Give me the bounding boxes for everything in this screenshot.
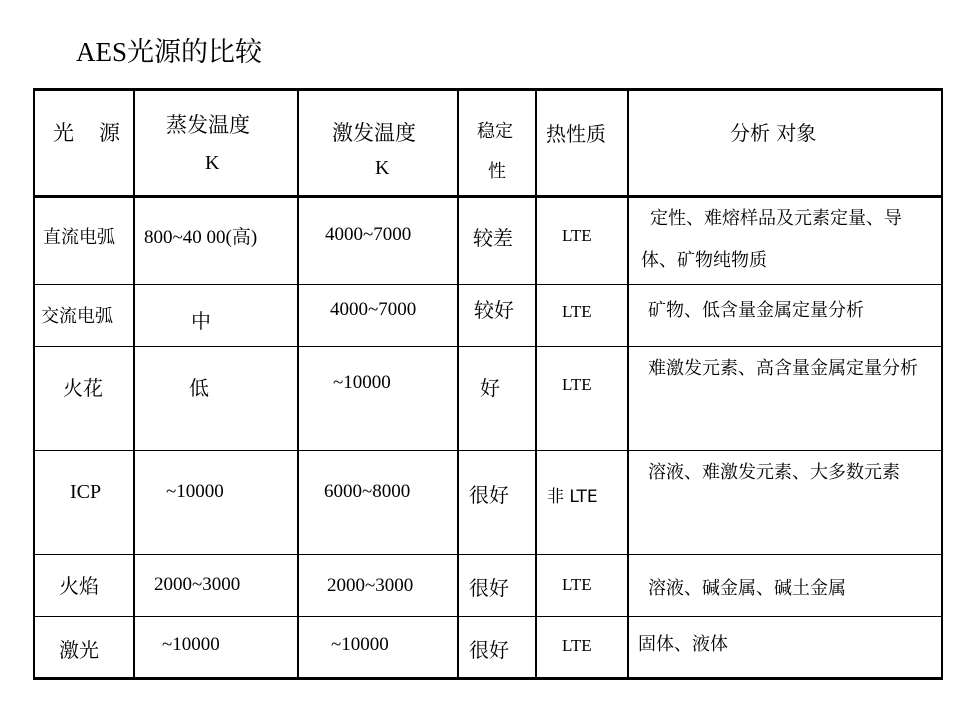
row-source: 交流电弧 [41,306,113,327]
col-divider [941,89,943,679]
row-source: 火焰 [59,574,99,598]
col-divider [33,89,35,679]
row-thermal: LTE [562,636,592,655]
row-analysis: 溶液、碱金属、碱土金属 [648,578,846,599]
row-divider [33,450,943,451]
row-source: 直流电弧 [43,227,115,248]
header-thermal: 热性质 [546,122,606,146]
col-divider [535,89,537,679]
row-analysis: 溶液、难激发元素、大多数元素 [648,462,900,483]
row-stability: 很好 [469,638,509,662]
col-divider [627,89,629,679]
row-thermal: LTE [562,575,592,594]
row-analysis: 定性、难熔样品及元素定量、导体、矿物纯物质 [641,208,902,271]
row-evap: 800~40 00(高) [144,227,258,248]
header-excit-temp: 激发温度 [332,121,416,145]
row-evap: ~10000 [166,481,224,502]
table-top-border [33,88,943,91]
row-stability: 较差 [473,226,513,250]
row-evap: 2000~3000 [154,574,241,595]
row-divider [33,554,943,555]
header-source-b: 源 [99,121,120,145]
row-evap: 中 [191,309,211,333]
row-excit: 6000~8000 [324,481,411,502]
row-thermal: LTE [562,302,592,321]
header-analysis: 分析 对象 [730,121,817,145]
header-stability-a: 稳定 [477,121,513,142]
col-divider [133,89,135,679]
row-divider [33,346,943,347]
row-stability: 较好 [474,298,514,322]
col-divider [457,89,459,679]
row-stability: 很好 [469,576,509,600]
row-analysis: 难激发元素、高含量金属定量分析 [648,358,918,379]
row-excit: ~10000 [331,634,389,655]
header-evap-temp: 蒸发温度 [166,113,250,137]
row-divider [33,284,943,285]
row-stability: 很好 [469,483,509,507]
row-excit: ~10000 [333,372,391,393]
page-title: AES光源的比较 [76,37,263,67]
row-stability: 好 [480,376,500,400]
header-stability-b: 性 [488,161,506,182]
col-divider [297,89,299,679]
row-excit: 4000~7000 [330,299,417,320]
row-source: ICP [70,481,102,503]
row-thermal: 非 LTE [547,487,598,507]
row-divider [33,616,943,617]
row-source: 激光 [59,638,99,662]
row-source: 火花 [63,376,103,400]
row-analysis: 固体、液体 [638,634,728,655]
row-thermal: LTE [562,375,592,394]
header-evap-unit: K [205,152,220,174]
header-excit-unit: K [375,157,390,179]
row-evap: 低 [189,376,209,400]
row-excit: 2000~3000 [327,575,414,596]
row-excit: 4000~7000 [325,224,412,245]
row-thermal: LTE [562,226,592,245]
row-analysis: 矿物、低含量金属定量分析 [648,300,864,321]
header-source-a: 光 [53,121,74,145]
table-bottom-border [33,677,943,680]
row-evap: ~10000 [162,634,220,655]
